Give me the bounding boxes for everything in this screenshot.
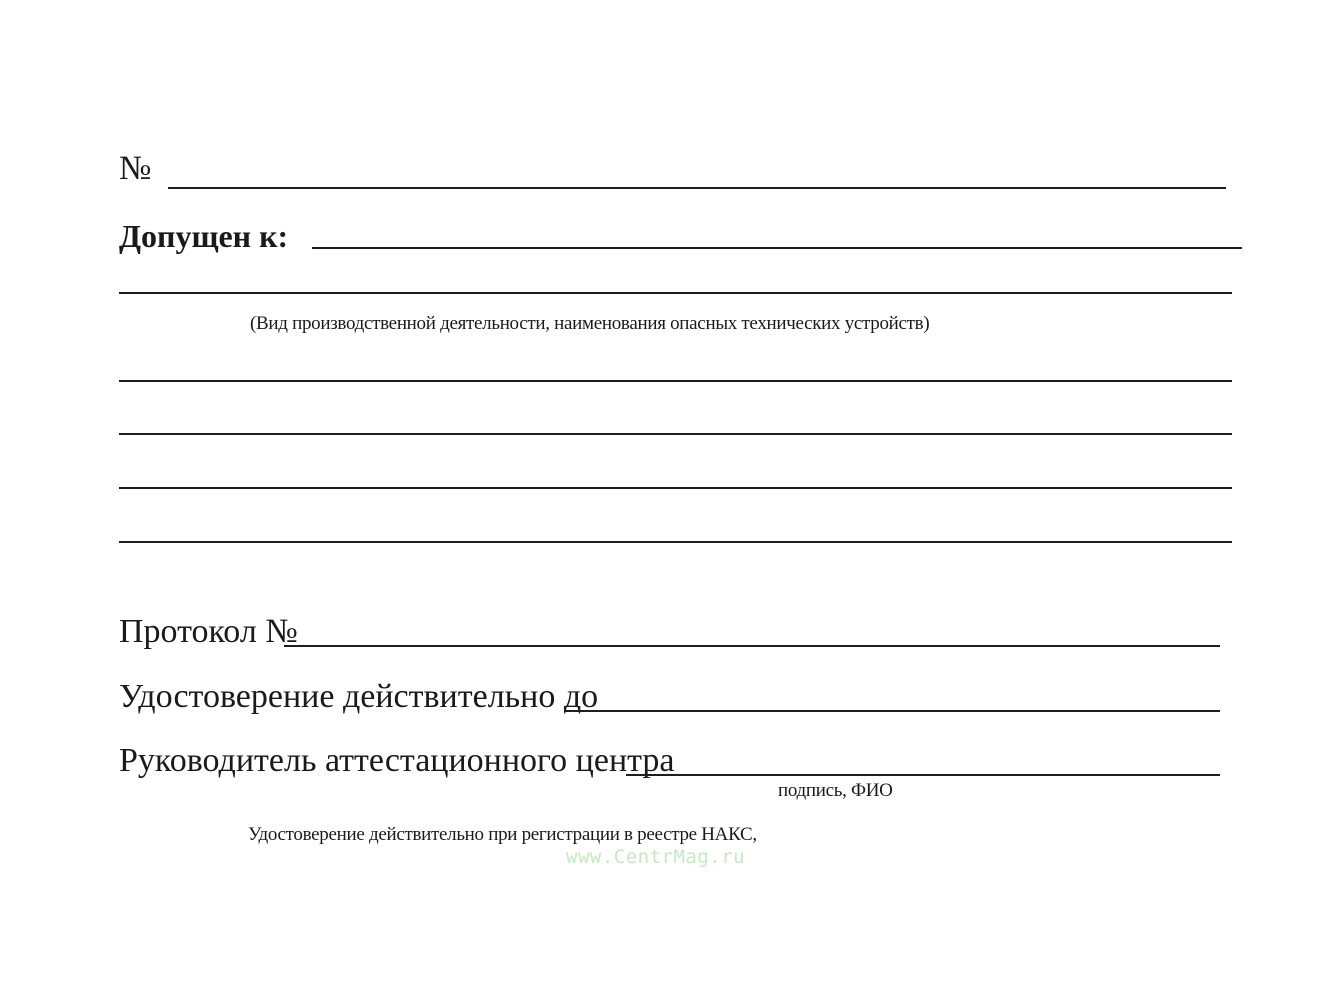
protocol-field-line [284, 645, 1220, 647]
admitted-label: Допущен к: [119, 218, 289, 254]
activity-caption: (Вид производственной деятельности, наименования опасных технических устройств) [250, 313, 930, 334]
signature-caption: подпись, ФИО [778, 780, 893, 801]
activity-line-5 [119, 541, 1232, 543]
activity-line-2 [119, 380, 1232, 382]
number-field-line [168, 187, 1226, 189]
activity-line-3 [119, 433, 1232, 435]
head-signature-line [626, 774, 1220, 776]
watermark-text: www.CentrMag.ru [566, 846, 746, 868]
registration-note: Удостоверение действительно при регистрации в реестре НАКС, [248, 824, 757, 845]
valid-until-label: Удостоверение действительно до [119, 678, 599, 715]
number-label: № [119, 150, 152, 187]
admitted-field-line [312, 247, 1242, 249]
activity-line-4 [119, 487, 1232, 489]
protocol-label: Протокол № [119, 613, 298, 650]
activity-line-1 [119, 292, 1232, 294]
head-label: Руководитель аттестационного центра [119, 742, 675, 779]
valid-until-field-line [564, 710, 1220, 712]
